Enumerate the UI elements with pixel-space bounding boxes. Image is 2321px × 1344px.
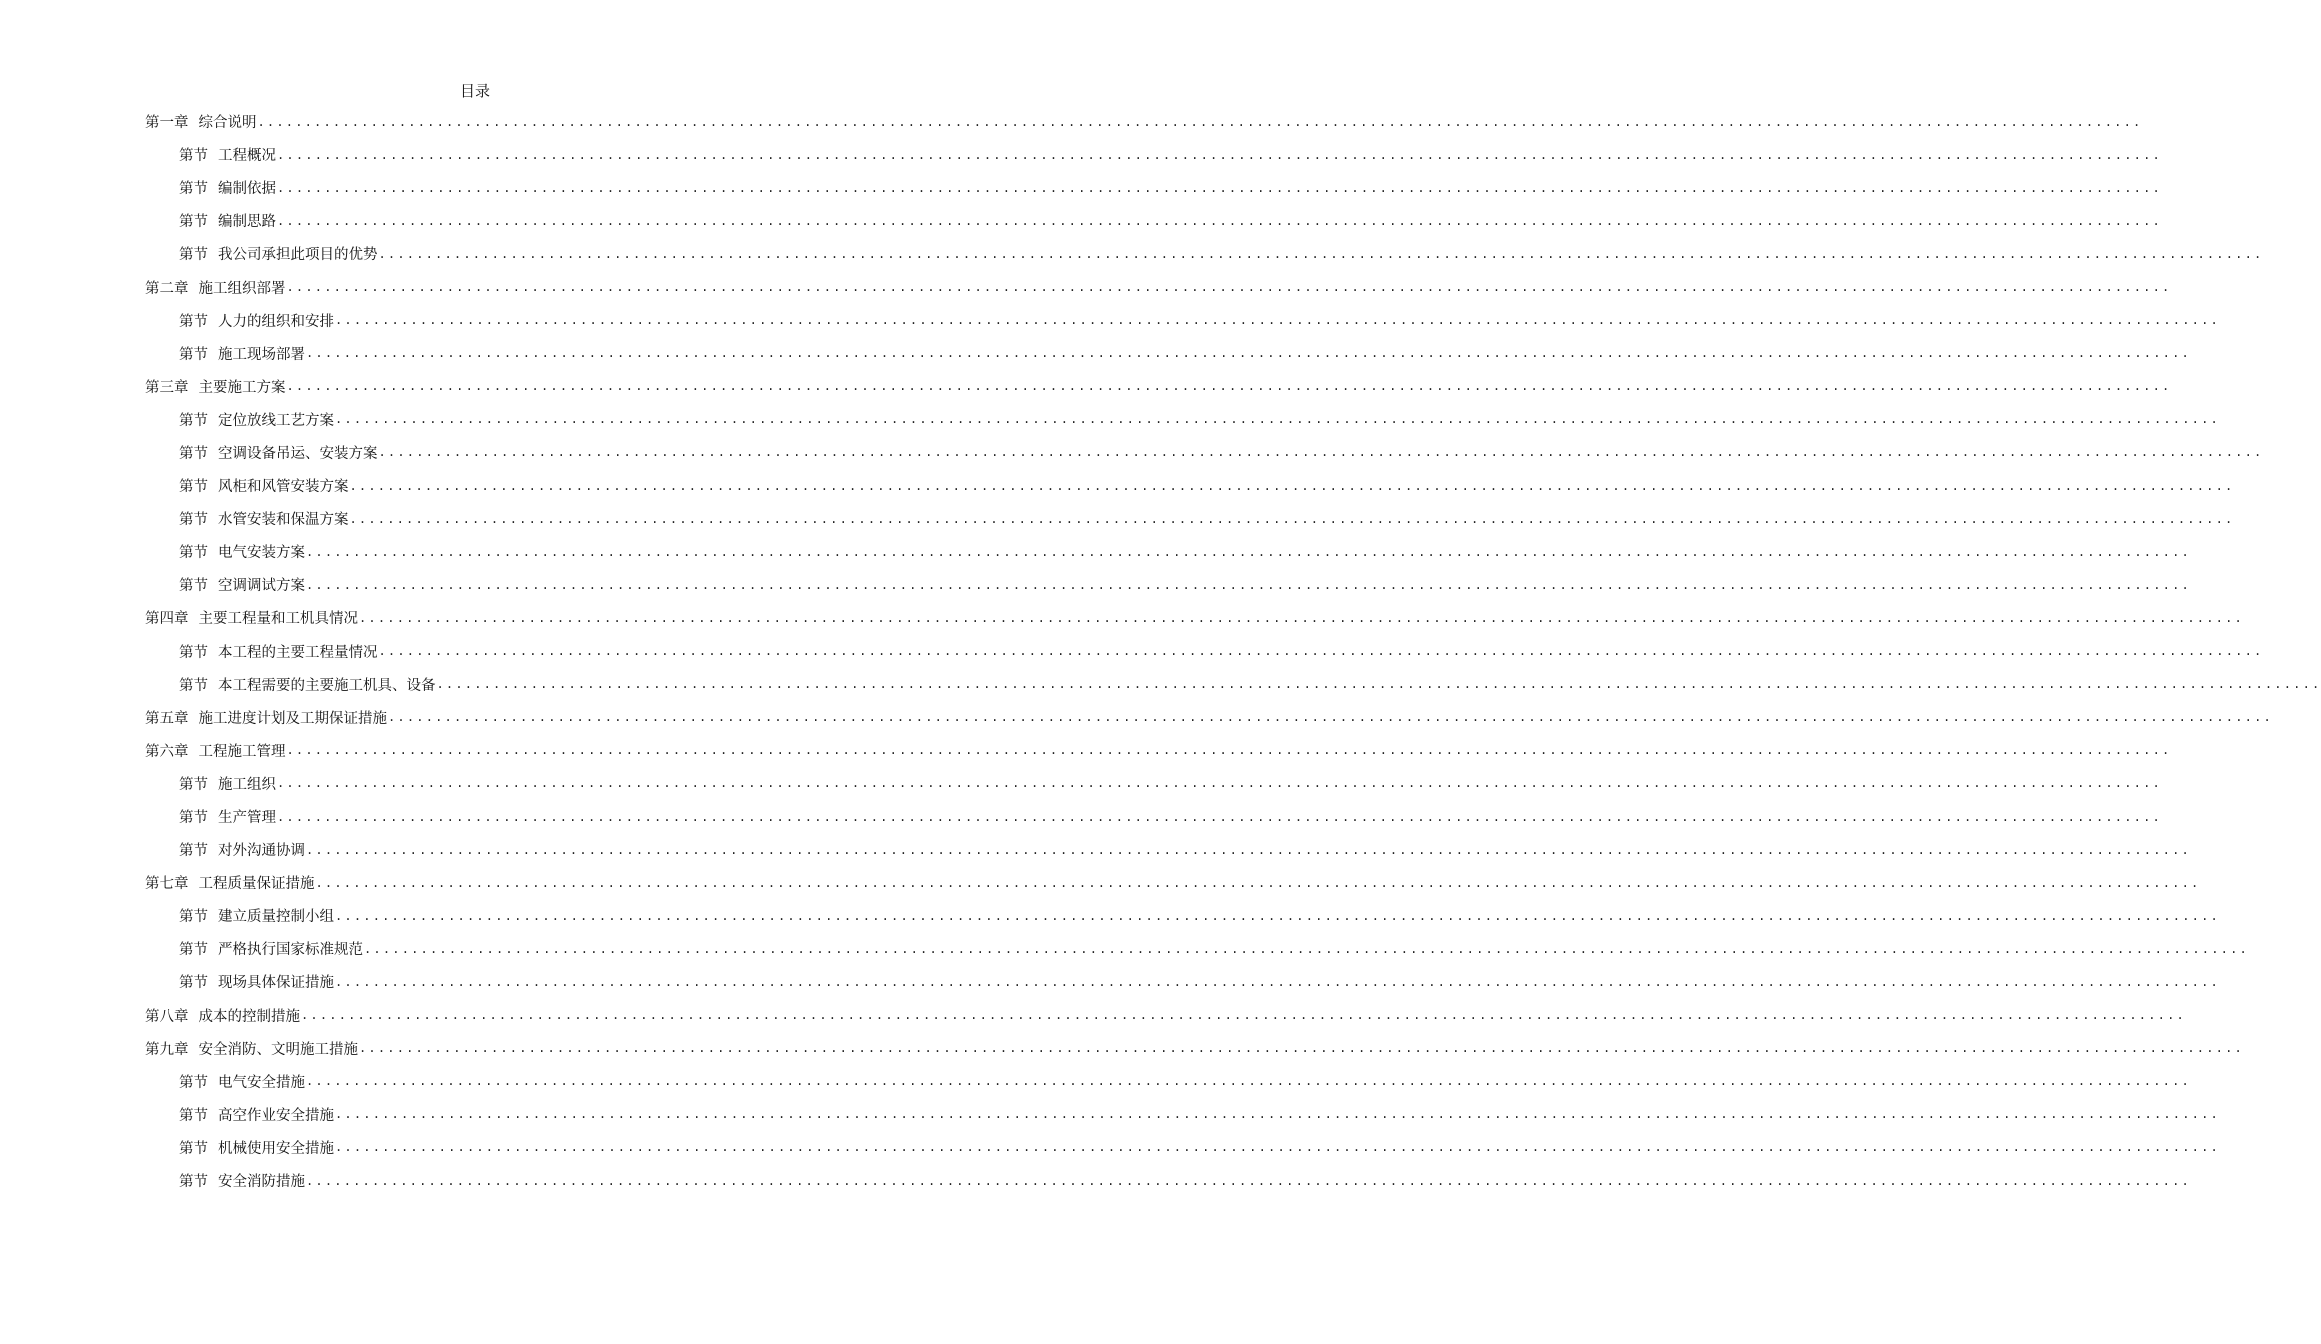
toc-section-entry[interactable] — [145, 535, 2191, 568]
toc-entry-number: 第节 — [179, 479, 208, 496]
toc-entry-label: 空调设备吊运、安装方案 — [218, 445, 378, 462]
toc-dot-leader: ........................................................................................................................................................................................................ — [286, 280, 2172, 295]
toc-section-entry[interactable] — [145, 1164, 2191, 1197]
toc-entry-label: 工程质量保证措施 — [198, 876, 315, 893]
toc-entry-label: 编制思路 — [218, 214, 276, 231]
toc-entry-label: 空调调试方案 — [218, 578, 305, 595]
toc-dot-leader: ........................................................................................................................................................................................................ — [277, 180, 2162, 195]
toc-section-entry[interactable] — [145, 403, 2220, 436]
toc-dot-leader: ........................................................................................................................................................................................................ — [306, 544, 2191, 559]
toc-dot-leader: ........................................................................................................................................................................................................ — [335, 908, 2220, 923]
toc-entry-number: 第节 — [179, 909, 208, 926]
toc-entry-number: 第节 — [179, 1174, 208, 1191]
toc-dot-leader: ........................................................................................................................................................................................................ — [335, 1140, 2220, 1155]
toc-entry-number: 第节 — [179, 247, 208, 264]
toc-entry-label: 对外沟通协调 — [218, 843, 305, 860]
toc-dot-leader: ........................................................................................................................................................................................................ — [306, 842, 2191, 857]
toc-entry-number: 第节 — [179, 1140, 208, 1157]
toc-chapter-entry[interactable] — [145, 601, 2244, 634]
toc-entry-number: 第节 — [179, 1107, 208, 1124]
toc-entry-number: 第节 — [179, 148, 208, 165]
toc-dot-leader: ........................................................................................................................................................................................................ — [359, 610, 2244, 625]
toc-entry-label: 主要工程量和工机具情况 — [198, 611, 358, 628]
toc-entry-label: 我公司承担此项目的优势 — [218, 247, 378, 264]
toc-entry-label: 本工程需要的主要施工机具、设备 — [218, 677, 436, 694]
toc-section-entry[interactable] — [145, 436, 2264, 469]
toc-dot-leader: ........................................................................................................................................................................................................ — [349, 478, 2235, 493]
toc-section-entry[interactable] — [145, 767, 2162, 800]
toc-dot-leader: ........................................................................................................................................................................................................ — [277, 776, 2162, 791]
toc-dot-leader: ........................................................................................................................................................................................................ — [436, 677, 2321, 692]
toc-section-entry[interactable] — [145, 337, 2191, 370]
toc-section-entry[interactable] — [145, 171, 2162, 204]
toc-dot-leader: ........................................................................................................................................................................................................ — [378, 445, 2264, 460]
toc-title: 目录 — [459, 82, 490, 100]
toc-section-entry[interactable] — [145, 138, 2162, 171]
toc-entry-label: 定位放线工艺方案 — [218, 412, 334, 429]
toc-section-entry[interactable] — [145, 469, 2235, 502]
toc-dot-leader: ........................................................................................................................................................................................................ — [335, 1107, 2220, 1122]
toc-chapter-entry[interactable] — [145, 734, 2172, 767]
toc-entry-label: 工程概况 — [218, 148, 276, 165]
toc-entry-label: 主要施工方案 — [198, 379, 286, 396]
toc-chapter-entry[interactable] — [145, 999, 2186, 1032]
toc-entry-number: 第节 — [179, 412, 208, 429]
toc-entry-number: 第二章 — [145, 280, 189, 297]
toc-entry-number: 第六章 — [145, 743, 189, 760]
toc-entry-number: 第节 — [179, 578, 208, 595]
toc-section-entry[interactable] — [145, 204, 2162, 237]
toc-section-entry[interactable] — [145, 668, 2321, 701]
toc-entry-number: 第四章 — [145, 611, 189, 628]
toc-section-entry[interactable] — [145, 635, 2264, 668]
toc-section-entry[interactable] — [145, 502, 2235, 535]
toc-entry-number: 第九章 — [145, 1041, 189, 1058]
toc-dot-leader: ........................................................................................................................................................................................................ — [359, 1041, 2244, 1056]
toc-entry-label: 施工进度计划及工期保证措施 — [198, 710, 387, 727]
toc-dot-leader: ........................................................................................................................................................................................................ — [378, 246, 2264, 261]
toc-entry-label: 安全消防措施 — [218, 1174, 305, 1191]
toc-dot-leader: ........................................................................................................................................................................................................ — [301, 1008, 2186, 1023]
toc-entry-label: 编制依据 — [218, 181, 276, 198]
toc-entry-number: 第节 — [179, 445, 208, 462]
toc-entry-label: 电气安装方案 — [218, 545, 305, 562]
toc-entry-label: 机械使用安全措施 — [218, 1140, 334, 1157]
toc-section-entry[interactable] — [145, 304, 2220, 337]
toc-dot-leader: ........................................................................................................................................................................................................ — [335, 974, 2220, 989]
toc-entry-label: 工程施工管理 — [198, 743, 286, 760]
toc-entry-number: 第节 — [179, 975, 208, 992]
toc-entry-label: 安全消防、文明施工措施 — [198, 1041, 358, 1058]
toc-dot-leader: ........................................................................................................................................................................................................ — [277, 147, 2162, 162]
toc-dot-leader: ........................................................................................................................................................................................................ — [306, 346, 2191, 361]
toc-dot-leader: ........................................................................................................................................................................................................ — [349, 511, 2235, 526]
toc-entry-number: 第节 — [179, 776, 208, 793]
toc-section-entry[interactable] — [145, 568, 2191, 601]
toc-entry-label: 建立质量控制小组 — [218, 909, 334, 926]
toc-entry-number: 第节 — [179, 677, 208, 694]
toc-entry-number: 第节 — [179, 545, 208, 562]
toc-entry-number: 第一章 — [145, 115, 189, 132]
toc-section-entry[interactable] — [145, 965, 2220, 998]
toc-chapter-entry[interactable] — [145, 1032, 2244, 1065]
toc-entry-number: 第三章 — [145, 379, 189, 396]
toc-entry-number: 第节 — [179, 346, 208, 363]
toc-entry-label: 水管安装和保温方案 — [218, 512, 349, 529]
toc-chapter-entry[interactable] — [145, 701, 2273, 734]
toc-entry-number: 第节 — [179, 644, 208, 661]
table-of-contents — [145, 105, 2321, 1197]
toc-dot-leader: ........................................................................................................................................................................................................ — [286, 743, 2172, 758]
toc-entry-label: 现场具体保证措施 — [218, 975, 334, 992]
toc-entry-number: 第节 — [179, 843, 208, 860]
toc-entry-number: 第节 — [179, 512, 208, 529]
toc-entry-label: 施工组织 — [218, 776, 276, 793]
toc-dot-leader: ........................................................................................................................................................................................................ — [277, 213, 2162, 228]
toc-dot-leader: ........................................................................................................................................................................................................ — [257, 114, 2143, 129]
toc-entry-label: 施工现场部署 — [218, 346, 305, 363]
toc-entry-number: 第节 — [179, 810, 208, 827]
toc-section-entry[interactable] — [145, 1065, 2191, 1098]
toc-entry-label: 人力的组织和安排 — [218, 313, 334, 330]
toc-dot-leader: ........................................................................................................................................................................................................ — [286, 379, 2172, 394]
toc-chapter-entry[interactable] — [145, 270, 2172, 303]
toc-section-entry[interactable] — [145, 1098, 2220, 1131]
toc-section-entry[interactable] — [145, 932, 2249, 965]
toc-dot-leader: ........................................................................................................................................................................................................ — [378, 644, 2264, 659]
toc-entry-label: 成本的控制措施 — [198, 1008, 300, 1025]
toc-section-entry[interactable] — [145, 833, 2191, 866]
toc-entry-label: 综合说明 — [198, 115, 257, 132]
toc-entry-label: 本工程的主要工程量情况 — [218, 644, 378, 661]
toc-dot-leader: ........................................................................................................................................................................................................ — [315, 875, 2201, 890]
toc-section-entry[interactable] — [145, 899, 2220, 932]
toc-dot-leader: ........................................................................................................................................................................................................ — [306, 577, 2191, 592]
toc-entry-number: 第节 — [179, 181, 208, 198]
toc-section-entry[interactable] — [145, 1131, 2220, 1164]
toc-dot-leader: ........................................................................................................................................................................................................ — [277, 809, 2162, 824]
toc-dot-leader: ........................................................................................................................................................................................................ — [335, 313, 2220, 328]
toc-entry-label: 施工组织部署 — [198, 280, 286, 297]
toc-entry-label: 高空作业安全措施 — [218, 1107, 334, 1124]
toc-entry-label: 电气安全措施 — [218, 1074, 305, 1091]
toc-entry-label: 生产管理 — [218, 810, 276, 827]
toc-entry-number: 第五章 — [145, 710, 189, 727]
toc-dot-leader: ........................................................................................................................................................................................................ — [306, 1074, 2191, 1089]
toc-dot-leader: ........................................................................................................................................................................................................ — [388, 710, 2273, 725]
toc-entry-number: 第节 — [179, 214, 208, 231]
toc-section-entry[interactable] — [145, 237, 2264, 270]
toc-chapter-entry[interactable] — [145, 105, 2143, 138]
toc-entry-number: 第七章 — [145, 876, 189, 893]
toc-chapter-entry[interactable] — [145, 370, 2172, 403]
toc-chapter-entry[interactable] — [145, 866, 2201, 899]
toc-section-entry[interactable] — [145, 800, 2162, 833]
toc-entry-number: 第节 — [179, 1074, 208, 1091]
toc-dot-leader: ........................................................................................................................................................................................................ — [306, 1173, 2191, 1188]
toc-entry-label: 风柜和风管安装方案 — [218, 479, 349, 496]
toc-entry-label: 严格执行国家标准规范 — [218, 942, 363, 959]
toc-dot-leader: ........................................................................................................................................................................................................ — [364, 941, 2249, 956]
toc-entry-number: 第节 — [179, 942, 208, 959]
toc-dot-leader: ........................................................................................................................................................................................................ — [335, 412, 2220, 427]
toc-entry-number: 第节 — [179, 313, 208, 330]
toc-entry-number: 第八章 — [145, 1008, 189, 1025]
